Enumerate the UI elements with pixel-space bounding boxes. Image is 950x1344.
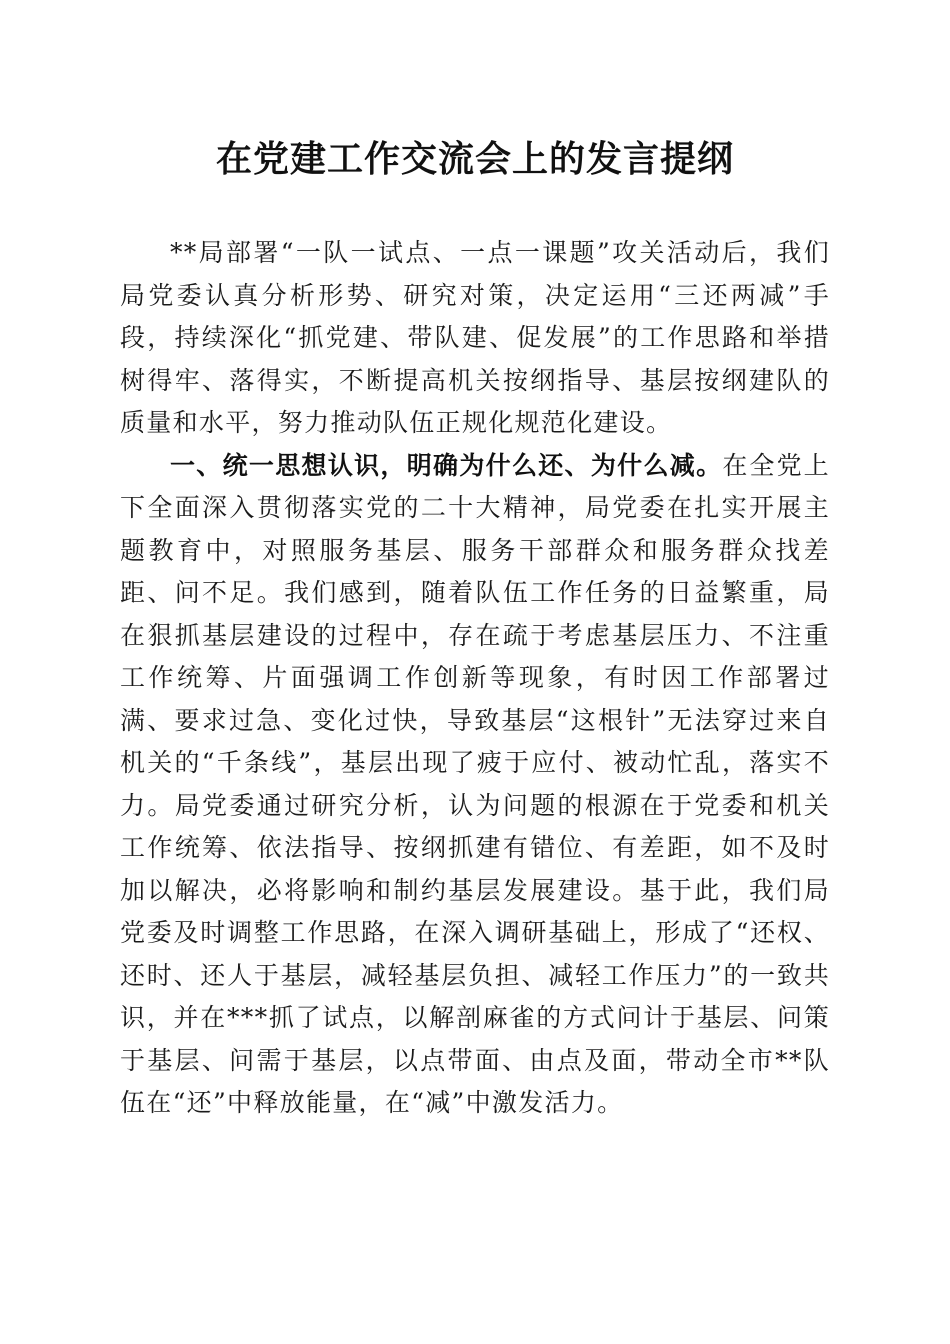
intro-paragraph-text: **局部署“一队一试点、一点一课题”攻关活动后，我们局党委认真分析形势、研究对策，决定运用“三还两减”手段，持续深化“抓党建、带队建、促发展”的工作思路和举措树得牢、落得实，不断提高机关按纲指导、基层按纲建队的质量和水平，努力推动队伍正规化规范化建设。 — [120, 238, 830, 437]
section-one-text: 在全党上下全面深入贯彻落实党的二十大精神，局党委在扎实开展主题教育中，对照服务基层、服务干部群众和服务群众找差距、问不足。我们感到，随着队伍工作任务的日益繁重，局在狠抓基层建设的过程中，存在疏于考虑基层压力、不注重工作统筹、片面强调工作创新等现象，有时因工作部署过满、要求过急、变化过快，导致基层“这根针”无法穿过来自机关的“千条线”，基层出现了疲于应付、被动忙乱，落实不力。局党委通过研究分析，认为问题的根源在于党委和机关工作统筹、依法指导、按纲抓建有错位、有差距，如不及时加以解决，必将影响和制约基层发展建设。基于此，我们局党委及时调整工作思路，在深入调研基础上，形成了“还权、还时、还人于基层，减轻基层负担、减轻工作压力”的一致共识，并在***抓了试点，以解剖麻雀的方式问计于基层、问策于基层、问需于基层，以点带面、由点及面，带动全市**队伍在“还”中释放能量，在“减”中激发活力。 — [120, 450, 830, 1117]
document-body — [120, 232, 830, 1125]
section-one-heading: 一、统一思想认识，明确为什么还、为什么减。 — [170, 450, 723, 480]
section-one-paragraph — [120, 445, 830, 1125]
document-title: 在党建工作交流会上的发言提纲 — [215, 138, 734, 180]
intro-paragraph — [120, 232, 830, 445]
